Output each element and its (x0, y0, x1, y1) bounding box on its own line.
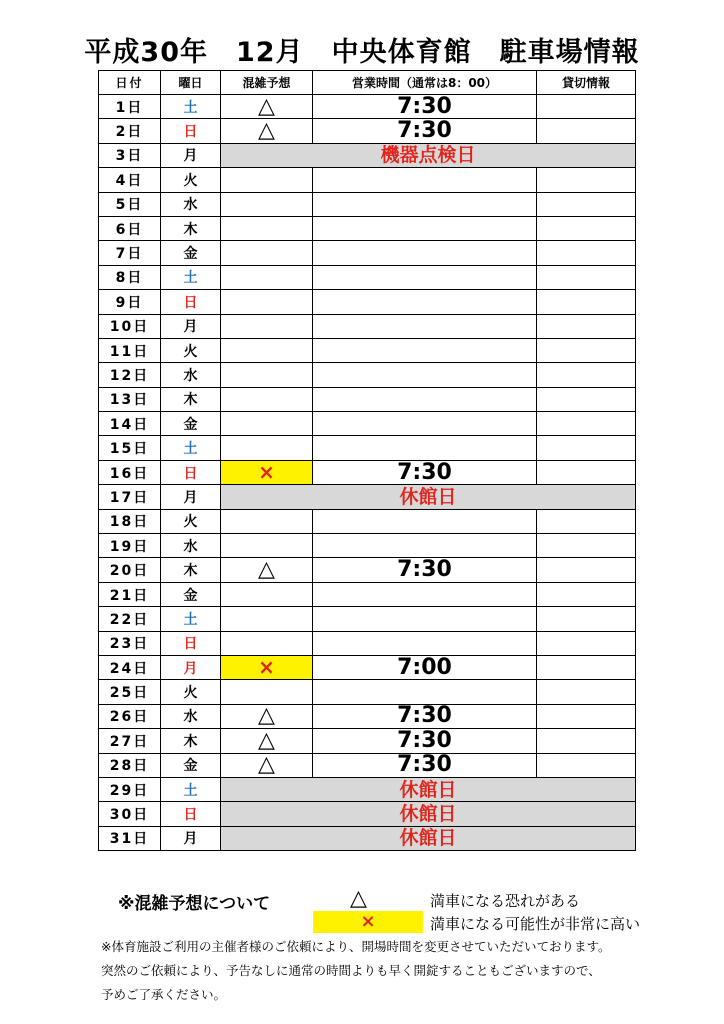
row-rental-info (537, 680, 636, 704)
congestion-triangle-icon: △ (258, 557, 275, 583)
row-date: 31日 (99, 826, 161, 850)
row-day-of-week: 水 (161, 534, 221, 558)
row-date: 3日 (99, 143, 161, 167)
row-opening-time (313, 314, 537, 338)
row-date: 30日 (99, 802, 161, 826)
row-congestion (221, 460, 313, 484)
row-rental-info (537, 753, 636, 777)
row-day-of-week: 水 (161, 363, 221, 387)
row-date: 9日 (99, 290, 161, 314)
row-opening-time: 7:30 (313, 460, 537, 484)
row-day-of-week: 土 (161, 607, 221, 631)
row-congestion (221, 729, 313, 753)
row-date: 21日 (99, 582, 161, 606)
row-day-of-week: 木 (161, 729, 221, 753)
row-date: 5日 (99, 192, 161, 216)
row-rental-info (537, 436, 636, 460)
note-line-2: 突然のご依頼により、予告なしに通常の時間よりも早く開錠することもございますので、 (101, 963, 601, 978)
table-row (99, 777, 636, 801)
row-date: 7日 (99, 241, 161, 265)
legend-heading: ※混雑予想について (118, 894, 271, 914)
row-date: 18日 (99, 509, 161, 533)
row-date: 4日 (99, 168, 161, 192)
row-congestion (221, 216, 313, 240)
row-date: 15日 (99, 436, 161, 460)
row-rental-info (537, 95, 636, 119)
row-rental-info (537, 192, 636, 216)
row-date: 26日 (99, 704, 161, 728)
row-date: 20日 (99, 558, 161, 582)
table-row (99, 509, 636, 533)
header-rental: 貸切情報 (537, 71, 636, 95)
row-day-of-week: 月 (161, 314, 221, 338)
header-dow: 曜日 (161, 71, 221, 95)
table-row (99, 729, 636, 753)
row-congestion (221, 509, 313, 533)
row-congestion (221, 168, 313, 192)
row-congestion (221, 265, 313, 289)
row-day-of-week: 月 (161, 143, 221, 167)
row-opening-time (313, 216, 537, 240)
page-title: 平成30年 12月 中央体育館 駐車場情報 (84, 37, 640, 68)
row-rental-info (537, 509, 636, 533)
congestion-triangle-icon: △ (258, 93, 275, 119)
row-opening-time: 7:00 (313, 655, 537, 679)
table-row (99, 216, 636, 240)
legend-cross-box (313, 911, 423, 933)
congestion-triangle-icon: △ (258, 727, 275, 753)
row-opening-time: 7:30 (313, 704, 537, 728)
table-row (99, 192, 636, 216)
row-opening-time (313, 265, 537, 289)
row-date: 2日 (99, 119, 161, 143)
row-opening-time: 7:30 (313, 95, 537, 119)
row-closed-notice: 休館日 (221, 826, 636, 850)
row-date: 11日 (99, 338, 161, 362)
congestion-triangle-icon: △ (258, 752, 275, 778)
row-date: 28日 (99, 753, 161, 777)
row-congestion (221, 753, 313, 777)
row-closed-notice: 機器点検日 (221, 143, 636, 167)
row-date: 6日 (99, 216, 161, 240)
row-congestion (221, 607, 313, 631)
row-day-of-week: 火 (161, 338, 221, 362)
row-date: 25日 (99, 680, 161, 704)
table-row (99, 753, 636, 777)
row-day-of-week: 火 (161, 680, 221, 704)
table-row (99, 436, 636, 460)
row-day-of-week: 日 (161, 290, 221, 314)
table-row (99, 143, 636, 167)
row-rental-info (537, 582, 636, 606)
row-day-of-week: 土 (161, 95, 221, 119)
row-rental-info (537, 729, 636, 753)
row-day-of-week: 水 (161, 704, 221, 728)
table-row (99, 802, 636, 826)
row-date: 19日 (99, 534, 161, 558)
table-row (99, 534, 636, 558)
row-day-of-week: 木 (161, 387, 221, 411)
table-row (99, 338, 636, 362)
row-date: 8日 (99, 265, 161, 289)
row-opening-time (313, 290, 537, 314)
row-rental-info (537, 631, 636, 655)
row-closed-notice: 休館日 (221, 777, 636, 801)
row-rental-info (537, 704, 636, 728)
row-congestion (221, 338, 313, 362)
legend-triangle-icon: △ (350, 886, 367, 911)
row-rental-info (537, 363, 636, 387)
table-row (99, 485, 636, 509)
row-rental-info (537, 216, 636, 240)
table-row (99, 387, 636, 411)
row-day-of-week: 日 (161, 802, 221, 826)
row-congestion (221, 290, 313, 314)
table-row (99, 290, 636, 314)
table-row (99, 460, 636, 484)
table-row (99, 704, 636, 728)
row-day-of-week: 日 (161, 460, 221, 484)
row-opening-time (313, 192, 537, 216)
row-day-of-week: 土 (161, 265, 221, 289)
table-row (99, 241, 636, 265)
row-rental-info (537, 387, 636, 411)
row-date: 27日 (99, 729, 161, 753)
legend-triangle-text: 満車になる恐れがある (430, 892, 581, 910)
table-row (99, 655, 636, 679)
table-row (99, 314, 636, 338)
row-opening-time (313, 363, 537, 387)
legend-cross-icon: × (360, 911, 376, 932)
row-rental-info (537, 412, 636, 436)
row-opening-time (313, 509, 537, 533)
row-opening-time (313, 607, 537, 631)
row-day-of-week: 月 (161, 826, 221, 850)
congestion-triangle-icon: △ (258, 118, 275, 144)
row-opening-time (313, 338, 537, 362)
table-header-row (99, 71, 636, 95)
table-row (99, 412, 636, 436)
row-congestion (221, 655, 313, 679)
row-day-of-week: 日 (161, 119, 221, 143)
row-date: 14日 (99, 412, 161, 436)
row-day-of-week: 土 (161, 777, 221, 801)
row-rental-info (537, 119, 636, 143)
row-opening-time: 7:30 (313, 729, 537, 753)
row-opening-time: 7:30 (313, 119, 537, 143)
row-rental-info (537, 265, 636, 289)
row-opening-time (313, 680, 537, 704)
congestion-triangle-icon: △ (258, 703, 275, 729)
row-congestion (221, 119, 313, 143)
row-rental-info (537, 241, 636, 265)
table-row (99, 363, 636, 387)
table-row (99, 168, 636, 192)
row-rental-info (537, 607, 636, 631)
row-opening-time (313, 631, 537, 655)
row-rental-info (537, 558, 636, 582)
table-row (99, 119, 636, 143)
row-opening-time (313, 436, 537, 460)
header-congestion: 混雑予想 (221, 71, 313, 95)
row-day-of-week: 金 (161, 241, 221, 265)
row-congestion (221, 534, 313, 558)
row-opening-time (313, 582, 537, 606)
row-opening-time (313, 534, 537, 558)
row-congestion (221, 314, 313, 338)
row-opening-time: 7:30 (313, 558, 537, 582)
row-opening-time (313, 387, 537, 411)
row-congestion (221, 412, 313, 436)
row-rental-info (537, 314, 636, 338)
row-date: 1日 (99, 95, 161, 119)
row-day-of-week: 金 (161, 412, 221, 436)
table-row (99, 607, 636, 631)
parking-schedule-table (98, 70, 636, 851)
row-opening-time (313, 168, 537, 192)
table-row (99, 826, 636, 850)
row-day-of-week: 金 (161, 582, 221, 606)
row-opening-time (313, 241, 537, 265)
row-day-of-week: 月 (161, 485, 221, 509)
row-day-of-week: 火 (161, 168, 221, 192)
row-date: 22日 (99, 607, 161, 631)
row-rental-info (537, 460, 636, 484)
congestion-cross-icon: × (258, 460, 275, 485)
row-congestion (221, 95, 313, 119)
note-line-1: ※体育施設ご利用の主催者様のご依頼により、開場時間を変更させていただいております。 (101, 939, 611, 954)
row-congestion (221, 582, 313, 606)
row-rental-info (537, 655, 636, 679)
table-row (99, 95, 636, 119)
row-congestion (221, 631, 313, 655)
table-row (99, 582, 636, 606)
row-date: 16日 (99, 460, 161, 484)
row-rental-info (537, 290, 636, 314)
row-date: 10日 (99, 314, 161, 338)
row-date: 29日 (99, 777, 161, 801)
row-date: 17日 (99, 485, 161, 509)
congestion-cross-icon: × (258, 655, 275, 680)
table-row (99, 265, 636, 289)
row-day-of-week: 木 (161, 216, 221, 240)
row-congestion (221, 680, 313, 704)
row-congestion (221, 436, 313, 460)
row-date: 23日 (99, 631, 161, 655)
row-congestion (221, 558, 313, 582)
row-congestion (221, 241, 313, 265)
row-day-of-week: 土 (161, 436, 221, 460)
row-day-of-week: 水 (161, 192, 221, 216)
header-date: 日付 (99, 71, 161, 95)
row-opening-time (313, 412, 537, 436)
table-row (99, 631, 636, 655)
row-closed-notice: 休館日 (221, 485, 636, 509)
row-day-of-week: 日 (161, 631, 221, 655)
row-congestion (221, 704, 313, 728)
row-date: 12日 (99, 363, 161, 387)
row-congestion (221, 363, 313, 387)
header-hours: 営業時間（通常は8：00） (313, 71, 537, 95)
table-row (99, 558, 636, 582)
row-day-of-week: 月 (161, 655, 221, 679)
row-date: 24日 (99, 655, 161, 679)
row-closed-notice: 休館日 (221, 802, 636, 826)
note-line-3: 予めご了承ください。 (101, 987, 227, 1002)
row-day-of-week: 金 (161, 753, 221, 777)
row-opening-time: 7:30 (313, 753, 537, 777)
table-row (99, 680, 636, 704)
row-date: 13日 (99, 387, 161, 411)
row-rental-info (537, 338, 636, 362)
row-rental-info (537, 168, 636, 192)
row-congestion (221, 192, 313, 216)
row-day-of-week: 火 (161, 509, 221, 533)
row-congestion (221, 387, 313, 411)
legend-cross-text: 満車になる可能性が非常に高い (430, 915, 641, 933)
row-rental-info (537, 534, 636, 558)
row-day-of-week: 木 (161, 558, 221, 582)
